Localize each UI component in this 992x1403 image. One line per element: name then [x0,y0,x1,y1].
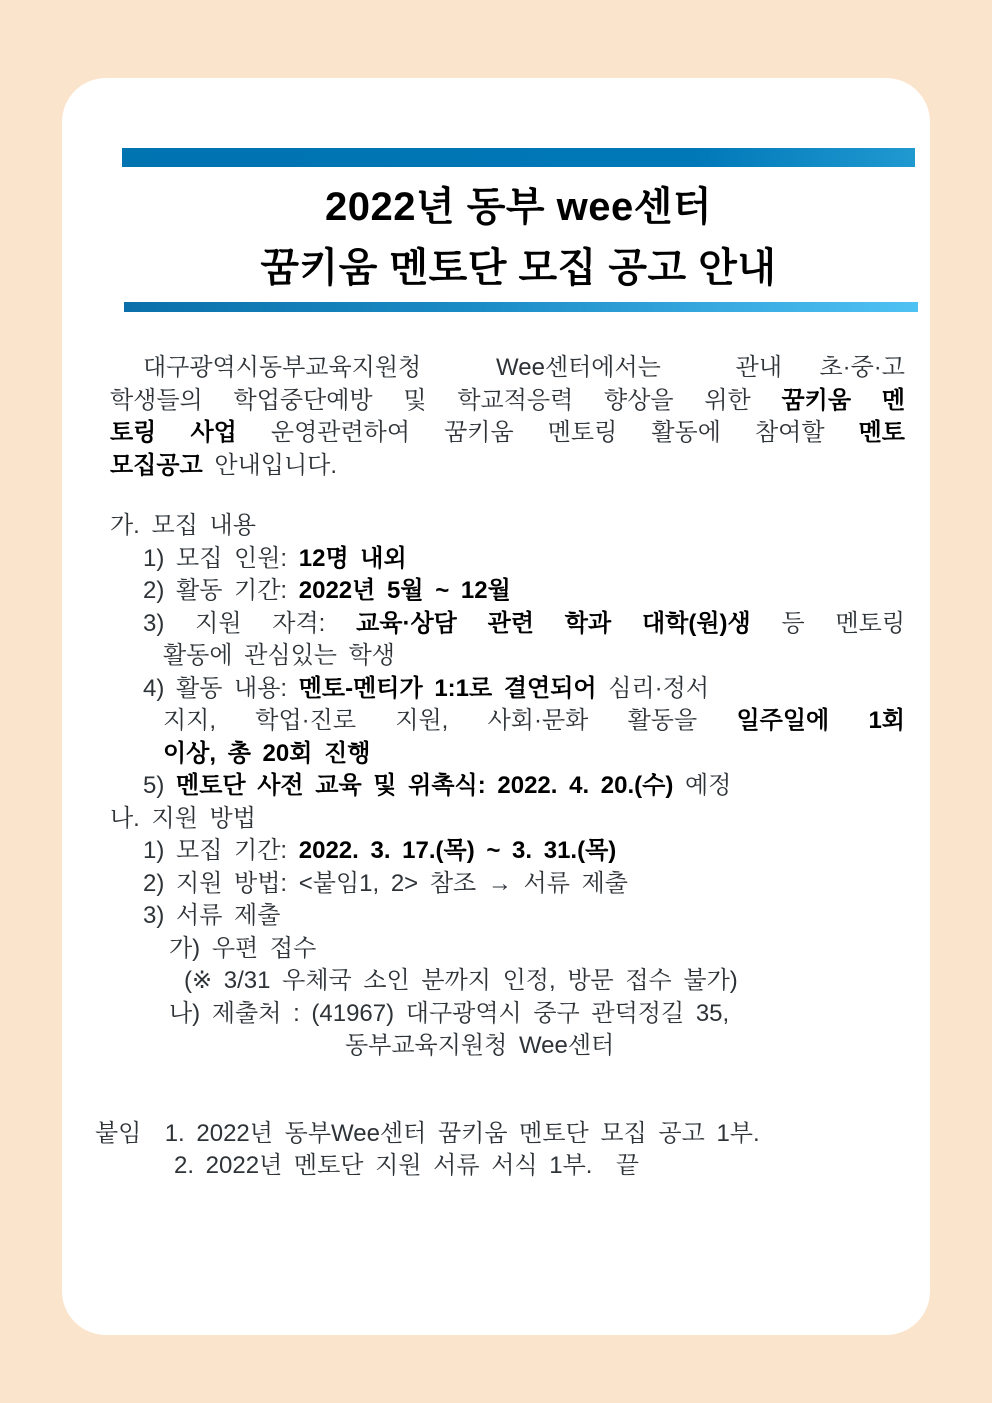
emphasis-text: 꿈키움 멘 [781,386,906,414]
section-line [110,575,905,608]
body-text: 나. 지원 방법 [110,804,256,832]
intro-line [110,385,905,418]
body-text: 대구광역시동부교육지원청 Wee센터에서는 관내 초·중·고 [143,354,905,381]
body-text: 학생들의 학업중단예방 및 학교적응력 향상을 위한 [110,386,782,414]
emphasis-text: 일주일에 1회 [736,707,905,734]
attachment-line [110,1150,905,1183]
body-text: 4) 활동 내용: [143,674,299,702]
title-top-bar [122,148,915,167]
emphasis-text: 멘토 [858,419,905,446]
body-text: 지지, 학업·진로 지원, 사회·문화 활동을 [163,707,737,734]
body-text: 1) 모집 기간: [143,837,299,864]
section-line [110,803,905,836]
body-text: 나) 제출처 : (41967) 대구광역시 중구 관덕정길 35, [169,999,730,1027]
section-line [110,608,905,641]
body-text: 2) 활동 기간: [143,577,299,604]
body-text: 붙임 1. 2022년 동부Wee센터 꿈키움 멘토단 모집 공고 1부. [95,1119,760,1147]
body-text: (※ 3/31 우체국 소인 분까지 인정, 방문 접수 불가) [184,967,738,994]
emphasis-text: 2022. 3. 17.(목) ~ 3. 31.(목) [298,837,617,864]
section-line [110,965,905,998]
section-line [110,640,905,673]
title-bottom-bar [124,302,918,312]
body-text: 동부교육지원청 Wee센터 [345,1032,615,1059]
intro-paragraph [110,352,930,482]
intro-line [110,450,905,483]
section-line [110,738,905,771]
section-line [110,933,905,966]
body-text: 3) 지원 자격: [143,609,357,637]
body-text: 예정 [673,772,732,799]
body-text: 안내입니다. [202,451,338,479]
body-text: 가) 우편 접수 [169,934,317,962]
emphasis-text: 12명 내외 [298,544,407,572]
body-text: 운영관련하여 꿈키움 멘토링 활동에 참여할 [236,419,859,446]
body-text: 2) 지원 방법: <붙임1, 2> 참조 → 서류 제출 [143,869,628,897]
title-line-2: 꿈키움 멘토단 모집 공고 안내 [260,246,777,290]
notice-card [62,78,930,1335]
emphasis-text: 모집공고 [110,451,203,479]
section-line [110,543,905,576]
section-line [110,998,905,1031]
section-line [110,868,905,901]
recruitment-sections [110,510,905,1063]
emphasis-text: 2022년 5월 ~ 12월 [298,577,511,604]
body-text: 심리·정서 [596,674,710,702]
body-text: 가. 모집 내용 [110,512,256,539]
section-line [110,510,905,543]
emphasis-text: 멘토단 사전 교육 및 위촉식: 2022. 4. 20.(수) [176,772,674,799]
section-line [110,770,905,803]
intro-line [110,352,905,385]
attachment-line [95,1118,890,1151]
emphasis-text: 멘토-멘티가 1:1로 결연되어 [298,674,597,702]
body-text: 5) [143,772,177,799]
body-text: 등 멘토링 [750,609,906,637]
attachments-list [95,1118,905,1183]
body-text: 3) 서류 제출 [143,902,281,929]
section-line [110,900,905,933]
body-text: 1) 모집 인원: [143,544,299,572]
body-text: 활동에 관심있는 학생 [163,642,395,669]
title-line-1: 2022년 동부 wee센터 [324,185,713,229]
section-line [110,835,905,868]
section-line [110,705,905,738]
emphasis-text: 교육·상담 관련 학과 대학(원)생 [356,609,751,637]
section-line [110,1030,905,1063]
emphasis-text: 토링 사업 [110,419,237,446]
emphasis-text: 이상, 총 20회 진행 [163,739,371,767]
document-body [62,352,905,1183]
body-text: 2. 2022년 멘토단 지원 서류 서식 1부. 끝 [174,1152,639,1179]
title-block [122,177,915,299]
section-line [110,673,905,706]
intro-line [110,417,905,450]
